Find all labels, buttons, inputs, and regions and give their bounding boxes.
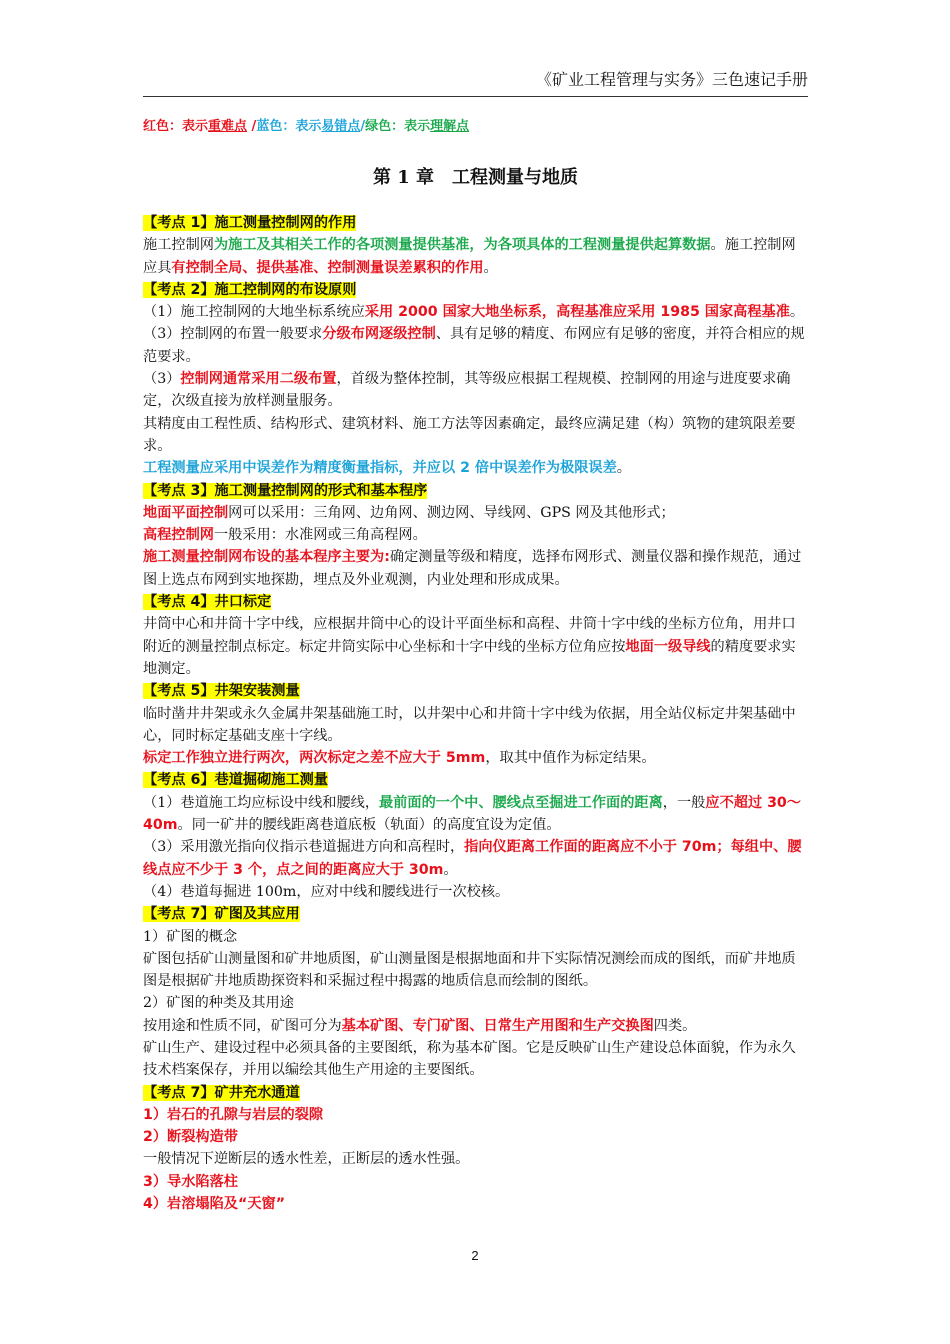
red-text: 标定工作独立进行两次，两次标定之差不应大于 5mm — [143, 750, 486, 767]
kp5-paragraph-1: 临时凿井井架或永久金属井架基础施工时，以井架中心和井筒十字中线为依据，用全站仪标定井架基础中心，同时标定基础支座十字线。 — [143, 705, 796, 744]
kp8-heading — [143, 1082, 808, 1104]
exam-point-title: 【考点 1】施工测量控制网的作用 — [143, 215, 357, 231]
header-divider — [143, 96, 808, 97]
kp2-heading — [143, 279, 808, 301]
text-run: 。 — [789, 304, 805, 321]
chapter-title: 第 1 章 工程测量与地质 — [372, 167, 579, 188]
kp3-paragraph-2 — [143, 524, 808, 546]
kp4-paragraph — [143, 613, 808, 680]
text-run: （1）施工控制网的大地坐标系统应 — [143, 304, 365, 321]
red-text: 高程控制网 — [143, 527, 214, 544]
color-legend — [143, 118, 469, 136]
kp8-note: 一般情况下逆断层的透水性差，正断层的透水性强。 — [143, 1151, 470, 1168]
exam-point-title: 【考点 3】施工测量控制网的形式和基本程序 — [143, 482, 428, 499]
text-run: 按用途和性质不同，矿图可分为 — [143, 1017, 342, 1034]
text-run: （3）采用激光指向仪指示巷道掘进方向和高程时， — [143, 839, 465, 856]
blue-text: 工程测量应采用中误差作为精度衡量指标，并应以 2 倍中误差作为极限误差 — [143, 460, 617, 477]
kp1-heading — [143, 212, 808, 234]
kp3-paragraph-3 — [143, 546, 808, 591]
kp8-item-1: 1）岩石的孔隙与岩层的裂隙 — [143, 1106, 324, 1123]
kp1-paragraph — [143, 234, 808, 279]
red-text: 基本矿图、专门矿图、日常生产用图和生产交换图 — [341, 1017, 654, 1034]
exam-point-title: 【考点 7】矿图及其应用 — [143, 906, 300, 923]
text-run: 井筒中心和井筒十字中线，应根据井筒中心的设计平面坐标和高程、井筒十字中线的坐标方位角，用井口附近的测量控制点标定。标定井筒实际中心坐标和十字中线的坐标方位角应按 — [143, 616, 796, 655]
kp2-paragraph-4: 其精度由工程性质、结构形式、建筑材料、施工方法等因素确定，最终应满足建（构）筑物的建筑限差要求。 — [143, 415, 796, 454]
exam-point-title: 【考点 2】施工控制网的布设原则 — [143, 281, 357, 298]
legend-sep-2: / — [360, 119, 366, 134]
red-text: 指向仪距离工作面的距离应不小于 70m；每组中、腰线点应不少于 3 个，点之间的距离应大于 30m — [143, 839, 802, 878]
legend-blue-term: 易错点 — [321, 119, 361, 134]
text-run: 。 — [483, 259, 498, 276]
kp6-heading — [143, 769, 808, 791]
kp3-paragraph-1 — [143, 502, 808, 524]
exam-point-title: 【考点 6】巷道掘砌施工测量 — [143, 772, 329, 789]
red-text: 控制网通常采用二级布置 — [180, 371, 337, 388]
text-run: （1）巷道施工均应标设中线和腰线， — [143, 794, 380, 811]
red-text: 分级布网逐级控制 — [322, 326, 436, 343]
legend-red-term: 重难点 — [208, 119, 248, 134]
legend-green-label: 绿色：表示 — [365, 119, 431, 134]
kp7-heading — [143, 903, 808, 925]
text-run: 。 — [443, 861, 458, 878]
red-text: 采用 2000 国家大地坐标系，高程基准应采用 1985 国家高程基准 — [364, 304, 790, 321]
kp2-paragraph-5 — [143, 457, 808, 479]
kp7-paragraph-2 — [143, 1015, 808, 1037]
text-run: 的精度要求实地测定。 — [143, 638, 796, 677]
kp8-item-4: 4）岩溶塌陷及“天窗” — [143, 1196, 286, 1213]
exam-point-title: 【考点 5】井架安装测量 — [143, 683, 300, 700]
kp8-item-2: 2）断裂构造带 — [143, 1129, 238, 1146]
kp4-heading — [143, 591, 808, 613]
exam-point-title: 【考点 7】矿井充水通道 — [143, 1084, 300, 1101]
red-text: 地面平面控制 — [143, 504, 229, 521]
text-run: 施工控制网 — [143, 237, 214, 254]
text-run: 四类。 — [653, 1017, 697, 1034]
text-run: 、具有足够的精度、布网应有足够的密度，并符合相应的规范要求。 — [143, 326, 805, 365]
green-text: 为施工及其相关工作的各项测量提供基准，为各项具体的工程测量提供起算数据 — [213, 237, 711, 254]
green-text: 最前面的一个中、腰线点至掘进工作面的距离 — [379, 794, 663, 811]
text-run: 。施工控制网应具 — [143, 237, 796, 276]
text-run: （3）控制网的布置一般要求 — [143, 326, 323, 343]
document-header-title: 《矿业工程管理与实务》三色速记手册 — [535, 70, 808, 89]
exam-point-title: 【考点 4】井口标定 — [143, 594, 272, 611]
text-run: ，一般 — [662, 794, 706, 811]
kp7-paragraph-3: 矿山生产、建设过程中必须具备的主要图纸，称为基本矿图。它是反映矿山生产建设总体面貌，作为永久技术档案保存，并用以编绘其他生产用途的主要图纸。 — [143, 1039, 796, 1079]
page-number: 2 — [471, 1248, 479, 1263]
text-run: ，取其中值作为标定结果。 — [485, 750, 656, 767]
kp5-heading — [143, 680, 808, 702]
text-run: ，首级为整体控制，其等级应根据工程规模、控制网的用途与进度要求确定，次级直接为放样测量服务。 — [143, 371, 791, 410]
text-run: 确定测量等级和精度，选择布网形式、测量仪器和操作规范，通过图上选点布网到实地探勘，埋点及外业观测，内业处理和形成成果。 — [143, 549, 802, 588]
red-text: 应不超过 30～40m — [143, 794, 801, 834]
text-run: 一般采用：水准网或三角高程网。 — [213, 527, 427, 544]
red-text: 有控制全局、提供基准、控制测量误差累积的作用 — [171, 259, 484, 276]
text-run: 。 — [616, 460, 631, 477]
text-run: （3） — [143, 371, 181, 388]
kp7-subheading-1: 1）矿图的概念 — [143, 928, 238, 945]
kp2-paragraph-1 — [143, 301, 808, 323]
legend-green-term: 理解点 — [430, 119, 470, 134]
kp6-paragraph-3: （4）巷道每掘进 100m，应对中线和腰线进行一次校核。 — [143, 883, 510, 900]
text-run: 。同一矿井的腰线距离巷道底板（轨面）的高度宜设为定值。 — [177, 817, 561, 834]
kp6-paragraph-2 — [143, 836, 808, 881]
legend-red-label: 红色：表示 — [143, 119, 209, 134]
kp8-item-3: 3）导水陷落柱 — [143, 1173, 238, 1190]
kp7-paragraph-1: 矿图包括矿山测量图和矿井地质图，矿山测量图是根据地面和井下实际情况测绘而成的图纸，而矿井地质图是根据矿井地质勘探资料和采掘过程中揭露的地质信息而绘制的图纸。 — [143, 950, 796, 990]
kp2-paragraph-2 — [143, 323, 808, 368]
document-body — [143, 212, 808, 1215]
kp7-subheading-2: 2）矿图的种类及其用途 — [143, 995, 294, 1012]
legend-blue-label: 蓝色：表示 — [256, 119, 322, 134]
kp6-paragraph-1 — [143, 792, 808, 837]
red-text: 施工测量控制网布设的基本程序主要为: — [143, 549, 390, 566]
kp5-paragraph-2 — [143, 747, 808, 769]
red-text: 地面一级导线 — [625, 638, 711, 655]
text-run: 网可以采用：三角网、边角网、测边网、导线网、GPS 网及其他形式； — [228, 504, 675, 521]
kp2-paragraph-3 — [143, 368, 808, 413]
legend-sep-1: / — [247, 119, 257, 134]
kp3-heading — [143, 480, 808, 502]
